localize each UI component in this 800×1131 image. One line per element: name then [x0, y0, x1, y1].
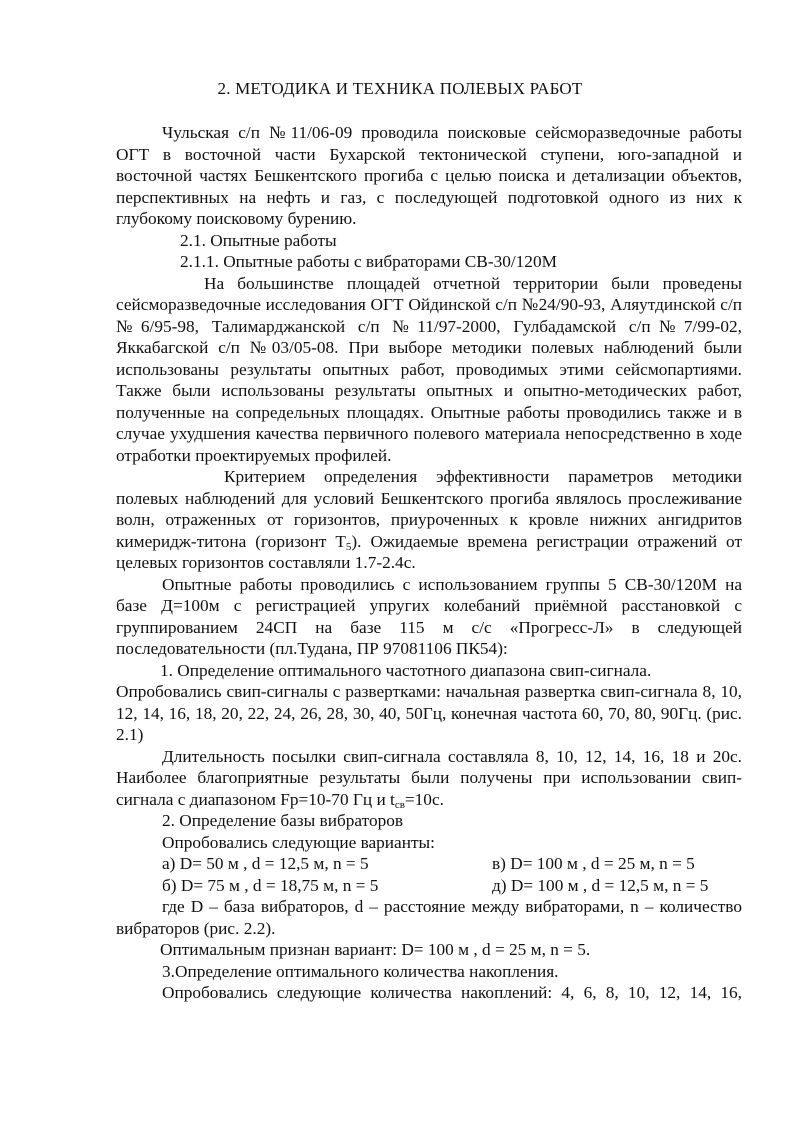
- duration-subscript: св: [394, 798, 405, 811]
- criterion-text-b: ). Ожидаемые времена регистрации отражений от целевых горизонтов составляли 1.7-2.4с.: [116, 531, 743, 572]
- item2-legend: где D – база вибраторов, d – расстояние между вибраторами, n – количество вибраторов (рис. 2.2).: [116, 897, 742, 938]
- item3-title: 3.Определение оптимального количества накопления.: [162, 961, 559, 981]
- document-body: [116, 122, 742, 1004]
- variant-row: [116, 853, 742, 875]
- duration-text-b: =10с.: [404, 789, 444, 809]
- variant-a: а) D= 50 м , d = 12,5 м, n = 5: [162, 854, 369, 873]
- variant-row: [116, 875, 742, 897]
- item2-result: Оптимальным признан вариант: D= 100 м , d = 25 м, n = 5.: [160, 940, 591, 959]
- criterion-paragraph: [116, 466, 742, 574]
- group-paragraph: Опытные работы проводились с использованием группы 5 СВ-30/120М на базе Д=100м с регистрацией упругих колебаний приёмной расстановкой с группированием 24СП на базе 115 м с/с «Прогресс-Л» в следующей последовательности (пл.Тудана, ПР 97081106 ПК54):: [116, 574, 742, 658]
- item2-intro: Опробовались следующие варианты:: [162, 832, 435, 852]
- subsection-heading-2-1-1: 2.1.1. Опытные работы с вибраторами СВ-30/120М: [180, 252, 557, 271]
- item2-title: 2. Определение базы вибраторов: [162, 811, 404, 830]
- item1-duration-paragraph: [116, 746, 742, 811]
- intro-paragraph: Чульская с/п №11/06-09 проводила поисковые сейсморазведочные работы ОГТ в восточной части Бухарской тектонической ступени, юго-западной и восточной частях Бешкентского прогиба с целью поиска и детализации объектов, перспективных на нефть и газ, с последующей подготовкой одного из них к глубокому поисковому бурению.: [116, 123, 742, 228]
- areas-paragraph: На большинстве площадей отчетной территории были проведены сейсморазведочные исследования ОГТ Ойдинской с/п №24/90-93, Аляутдинской с/п №6/95-98, Талимарджанской с/п №11/97-2000, Гулбадамской с/п№7/99-02, Яккабагской с/п №03/05-08. При выборе методики полевых наблюдений были использованы результаты опытных работ, проводимых этими сейсмопартиями. Также были использованы результаты опытных и опытно-методических работ, полученные на сопредельных площадях. Опытные работы проводились также и в случае ухудшения качества первичного полевого материала непосредственно в ходе отработки проектируемых профилей.: [116, 273, 742, 465]
- criterion-text-a: Критерием определения эффективности параметров методики полевых наблюдений для условий Бешкентского прогиба являлось прослеживание волн, отраженных от горизонтов, приуроченных к кровле нижних ангидритов кимеридж-титона (горизонт Т: [116, 467, 742, 551]
- variant-d: д) D= 100 м , d = 12,5 м, n = 5: [492, 875, 709, 895]
- section-title: 2. МЕТОДИКА И ТЕХНИКА ПОЛЕВЫХ РАБОТ: [217, 79, 583, 98]
- item1-title: 1. Определение оптимального частотного диапазона свип-сигнала.: [160, 660, 652, 680]
- item3-text: Опробовались следующие количества накоплений: 4, 6, 8, 10, 12, 14, 16,: [162, 983, 742, 1002]
- variant-v: в) D= 100 м , d = 25 м, n = 5: [492, 854, 695, 873]
- criterion-subscript: 5: [345, 540, 352, 553]
- item1-text: Опробовались свип-сигналы с развертками: начальная развертка свип-сигнала 8, 10, 12, 14, 16, 18, 20, 22, 24, 26, 28, 30, 40, 50Гц, конечная частота 60, 70, 80, 90Гц. (рис. 2.1): [116, 682, 742, 744]
- variant-b: б) D= 75 м , d = 18,75 м, n = 5: [162, 875, 379, 895]
- duration-text-a: Длительность посылки свип-сигнала составляла 8, 10, 12, 14, 16, 18 и 20с. Наиболее благоприятные результаты были получены при использовании свип-сигнала с диапазоном Fр=10-70 Гц и t: [116, 746, 742, 809]
- subsection-heading-2-1: 2.1. Опытные работы: [180, 230, 337, 250]
